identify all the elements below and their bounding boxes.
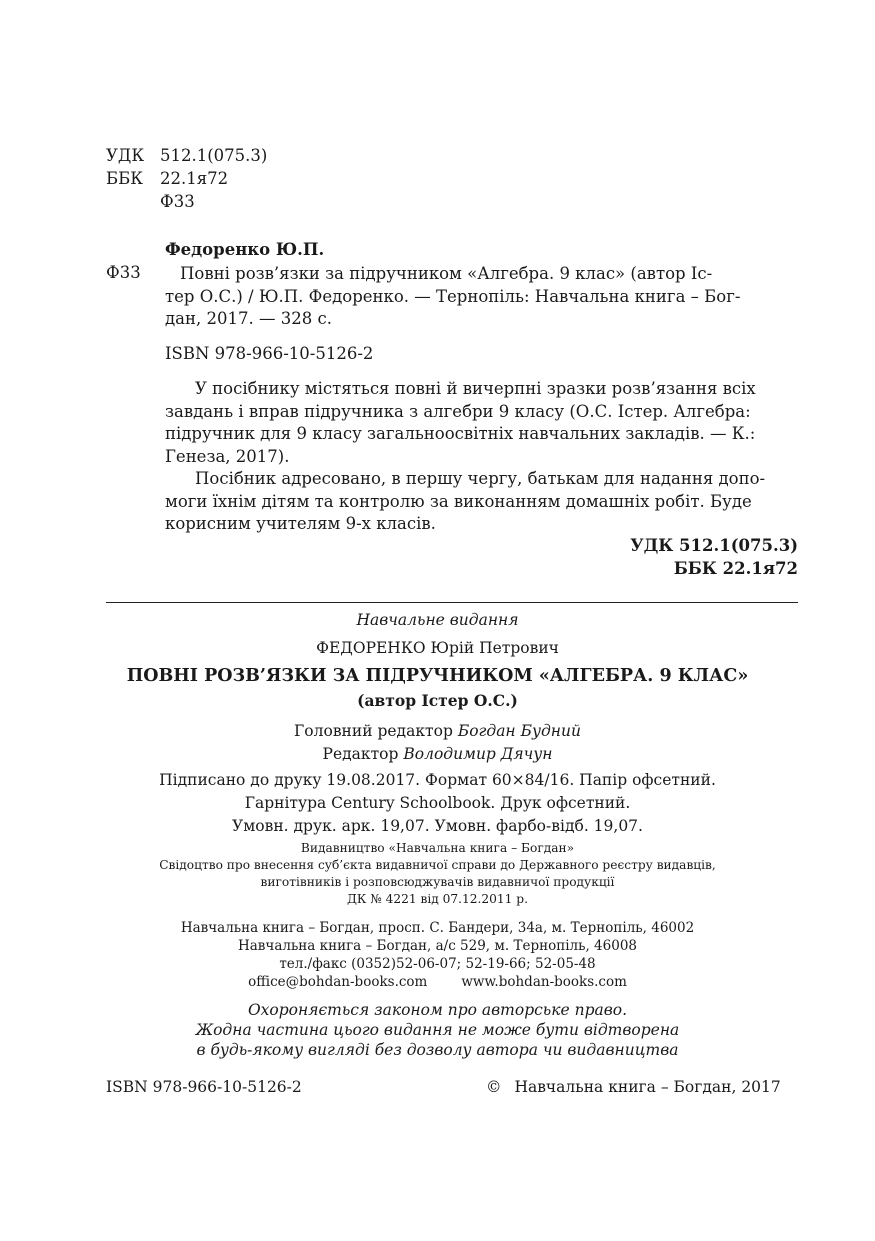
- address-line-1: Навчальна книга – Богдан, просп. С. Бандери, 34а, м. Тернопіль, 46002: [180, 920, 695, 936]
- udk-footer: УДК 512.1(075.3): [630, 536, 798, 555]
- footer-isbn: ISBN 978-966-10-5126-2: [106, 1078, 302, 1096]
- bbk-footer: ББК 22.1я72: [673, 559, 798, 578]
- copyright-icon: ©: [486, 1078, 502, 1096]
- copyright-notice-3: в будь-якому вигляді без дозволу автора чи видавництва: [196, 1041, 679, 1059]
- description-line-3: дан, 2017. — 328 с.: [165, 309, 332, 328]
- bbk-label: ББК: [106, 169, 144, 188]
- udk-label: УДК: [106, 146, 145, 165]
- annotation-p2-line-2: моги їхнім дітям та контролю за виконанням домашніх робіт. Буде: [165, 491, 752, 511]
- publisher-line-3: виготівників і розповсюджувачів видавничої продукції: [260, 875, 615, 889]
- bbk-value: 22.1я72: [160, 169, 229, 188]
- editor-name: Володимир Дячун: [403, 745, 553, 763]
- copyright-notice-2: Жодна частина цього видання не може бути відтворена: [195, 1021, 680, 1039]
- book-title: ПОВНІ РОЗВ’ЯЗКИ ЗА ПІДРУЧНИКОМ «АЛГЕБРА. 9 КЛАС»: [126, 666, 749, 686]
- print-line-3: Умовн. друк. арк. 19,07. Умовн. фарбо-відб. 19,07.: [232, 817, 643, 835]
- book-subtitle: (автор Істер О.С.): [357, 691, 518, 710]
- chief-editor-line: [0, 722, 875, 740]
- author-heading: Федоренко Ю.П.: [165, 240, 325, 259]
- address-line-2: Навчальна книга – Богдан, а/с 529, м. Тернопіль, 46008: [237, 938, 638, 954]
- annotation-p1-line-2: завдань і вправ підручника з алгебри 9 класу (О.С. Істер. Алгебра:: [165, 401, 751, 421]
- author-mark-top: Ф33: [160, 192, 195, 211]
- author-full-name: ФЕДОРЕНКО Юрій Петрович: [316, 639, 559, 657]
- description-line-1: Повні розв’язки за підручником «Алгебра. 9 клас» (автор Іс-: [180, 264, 713, 283]
- annotation-p1-line-1: У посібнику містяться повні й вичерпні зразки розв’язання всіх: [195, 379, 756, 398]
- annotation: [165, 378, 798, 536]
- website-link[interactable]: www.bohdan-books.com: [461, 974, 627, 990]
- editor-label: Редактор: [322, 745, 399, 763]
- divider-rule: [106, 602, 798, 603]
- address-line-3: тел./факс (0352)52-06-07; 52-19-66; 52-05-48: [279, 956, 596, 972]
- author-mark: Ф33: [106, 263, 141, 282]
- publisher-line-2: Свідоцтво про внесення суб’єкта видавничої справи до Державного реєстру видавців,: [159, 858, 716, 872]
- editor-line: [0, 745, 875, 763]
- print-line-1: Підписано до друку 19.08.2017. Формат 60×84/16. Папір офсетний.: [159, 771, 716, 789]
- chief-editor-name: Богдан Будний: [457, 722, 581, 740]
- contact-line: [0, 974, 875, 990]
- copyright-holder: Навчальна книга – Богдан, 2017: [514, 1078, 781, 1096]
- chief-editor-label: Головний редактор: [294, 722, 453, 740]
- copyright-notice-1: Охороняється законом про авторське право.: [247, 1001, 628, 1019]
- edition-type: Навчальне видання: [356, 611, 519, 629]
- udk-value: 512.1(075.3): [160, 146, 268, 165]
- annotation-p2-line-3: корисним учителям 9-х класів.: [165, 514, 436, 533]
- publisher-line-4: ДК № 4221 від 07.12.2011 р.: [347, 892, 528, 906]
- print-line-2: Гарнітура Century Schoolbook. Друк офсетний.: [244, 794, 631, 812]
- annotation-p2-line-1: Посібник адресовано, в першу чергу, батькам для надання допо-: [195, 469, 766, 488]
- footer-copyright: [486, 1078, 781, 1096]
- annotation-p1-line-3: підручник для 9 класу загальноосвітніх навчальних закладів. — К.:: [165, 424, 756, 443]
- annotation-p1-line-4: Генеза, 2017).: [165, 446, 290, 466]
- publisher-line-1: Видавництво «Навчальна книга – Богдан»: [300, 841, 575, 855]
- description-line-2: тер О.С.) / Ю.П. Федоренко. — Тернопіль: Навчальна книга – Бог-: [165, 286, 741, 306]
- bibliographic-description: [165, 263, 798, 331]
- email-link[interactable]: office@bohdan-books.com: [248, 974, 428, 990]
- record-isbn: ISBN 978-966-10-5126-2: [165, 344, 374, 363]
